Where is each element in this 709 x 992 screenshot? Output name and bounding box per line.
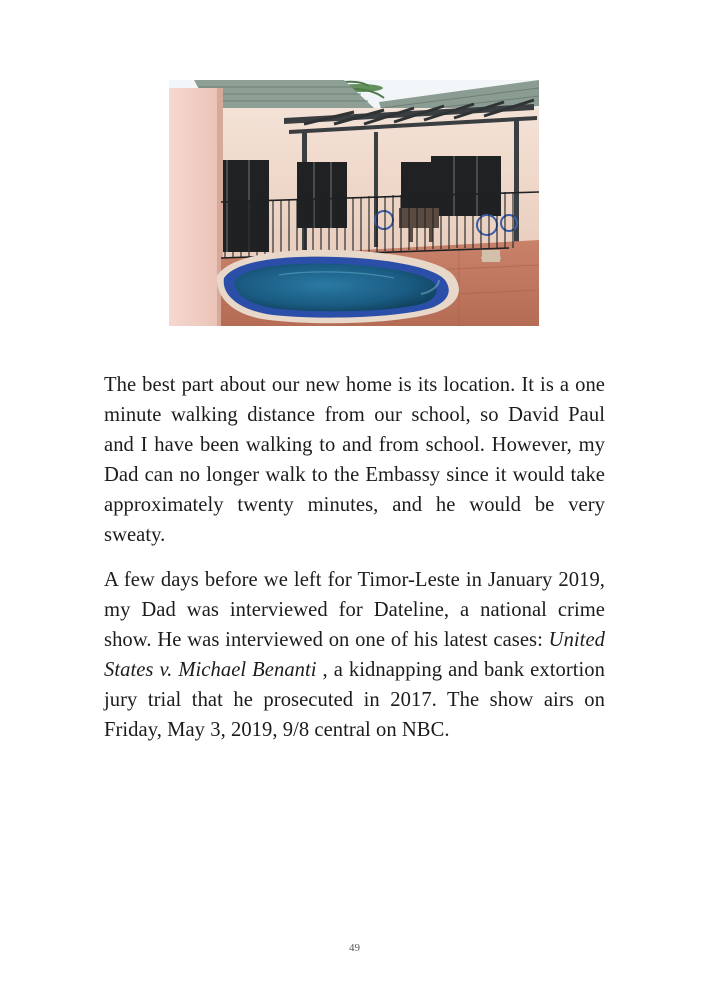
- paragraph-2: [104, 565, 605, 745]
- paragraph-2-text-start: A few days before we left for Timor-Leste in January 2019, my Dad was interviewed for Dateline, a national crime show. He was interviewed on one of his latest cases:: [104, 569, 605, 651]
- case-title: United States v. Michael Benanti: [104, 629, 605, 681]
- house-pool-photo: [169, 80, 539, 326]
- text-block: [104, 370, 605, 760]
- paragraph-2-text-end: , a kidnapping and bank extortion jury trial that he prosecuted in 2017. The show airs on Friday, May 3, 2019, 9/8 central on NBC.: [104, 659, 605, 741]
- page-number: 49: [349, 942, 360, 954]
- paragraph-1: The best part about our new home is its location. It is a one minute walking distance from our school, so David Paul and I have been walking to and from school. However, my Dad can no longer walk to the Embassy since it would take approximately twenty minutes, and he would be very sweaty.: [104, 374, 605, 546]
